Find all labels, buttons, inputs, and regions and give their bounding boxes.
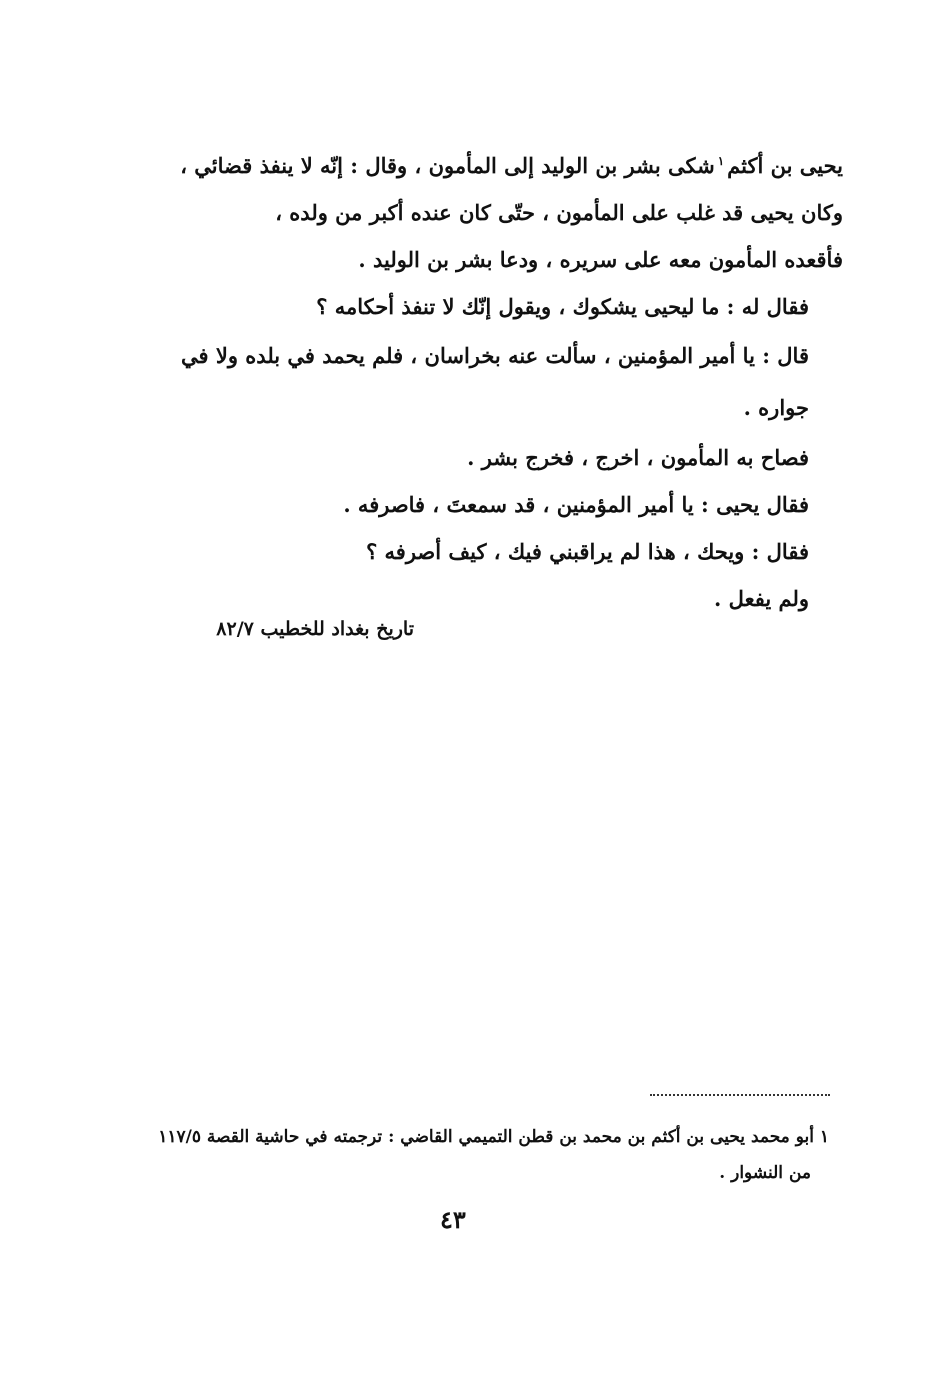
source-citation: تاريخ بغداد للخطيب ٨٢/٧ (216, 618, 414, 640)
paragraph-2: فقال له : ما ليحيى يشكوك ، ويقول إنّك لا تنفذ أحكامه ؟ (316, 294, 809, 319)
paragraph-4: فصاح به المأمون ، اخرج ، فخرج بشر . (467, 445, 809, 470)
paragraph-7: ولم يفعل . (714, 586, 809, 611)
footnotes (158, 1119, 829, 1191)
paragraph-1-line-3: فأقعده المأمون معه على سريره ، ودعا بشر بن الوليد . (358, 247, 843, 272)
text-segment: شكى بشر بن الوليد إلى المأمون ، وقال : إنّه لا ينفذ قضائي ، (180, 153, 715, 178)
paragraph-1-line-1 (173, 142, 843, 189)
paragraph-1-line-2: وكان يحيى قد غلب على المأمون ، حتّى كان عنده أكبر من ولده ، (275, 200, 843, 225)
paragraph-3: قال : يا أمير المؤمنين ، سألت عنه بخراسان ، فلم يحمد في بلده ولا في جواره . (181, 343, 809, 420)
text-segment: يحيى بن أكثم (727, 153, 843, 178)
footnote-1-continuation: من النشوار . (719, 1163, 811, 1183)
paragraph-5: فقال يحيى : يا أمير المؤمنين ، قد سمعتَ ، فاصرفه . (343, 492, 809, 517)
page-number: ٤٣ (440, 1205, 466, 1234)
footnote-marker: ١ (717, 154, 725, 168)
main-text (173, 142, 843, 622)
footnote-divider (650, 1094, 830, 1096)
footnote-1: ١ أبو محمد يحيى بن أكثم بن محمد بن قطن التميمي القاضي : ترجمته في حاشية القصة ١١٧/٥ (158, 1127, 829, 1147)
paragraph-6: فقال : ويحك ، هذا لم يراقبني فيك ، كيف أصرفه ؟ (366, 539, 809, 564)
